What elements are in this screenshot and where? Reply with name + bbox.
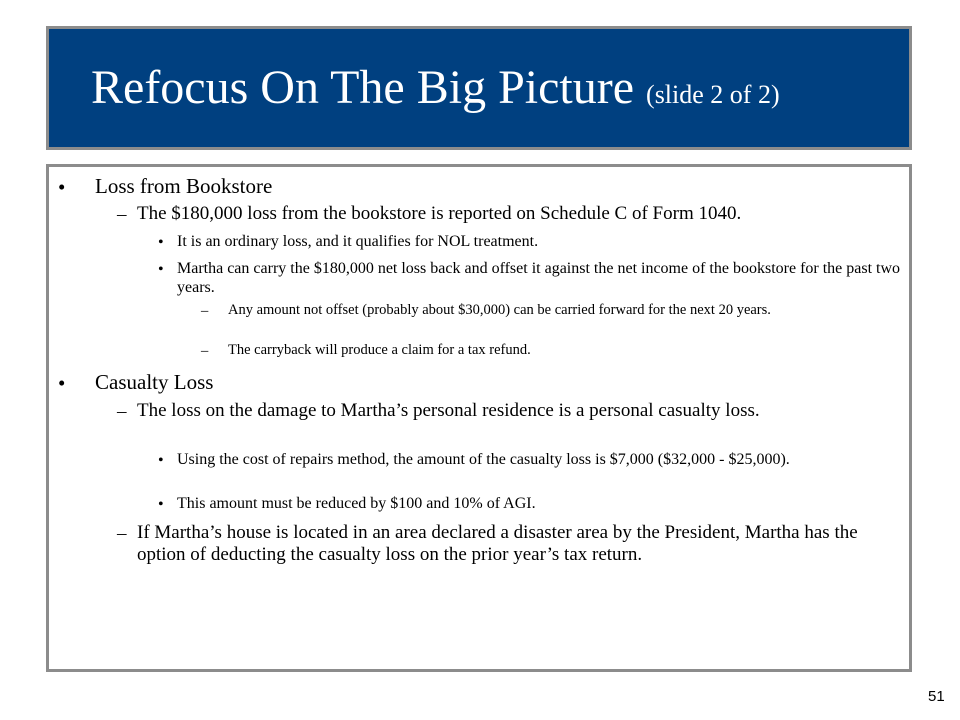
section-heading-casualty: Casualty Loss — [95, 370, 214, 394]
point-disaster-area: If Martha’s house is located in an area declared a disaster area by the President, Martha has the option of deducting the casualty loss on the prior year’s tax return. — [137, 522, 858, 565]
bullet-marker: • — [58, 175, 66, 199]
dash-marker: – — [117, 523, 127, 544]
slide-title-subtitle: (slide 2 of 2) — [646, 80, 780, 109]
dash-marker: – — [201, 343, 209, 359]
dash-marker: – — [117, 401, 127, 422]
page-number: 51 — [928, 688, 945, 705]
slide-title — [49, 61, 780, 114]
slide-title-main: Refocus On The Big Picture — [91, 61, 635, 114]
detail-carry-forward: Any amount not offset (probably about $30,000) can be carried forward for the next 20 years. — [228, 302, 771, 318]
point-personal-casualty: The loss on the damage to Martha’s personal residence is a personal casualty loss. — [137, 400, 760, 421]
subpoint-ordinary-loss: It is an ordinary loss, and it qualifies for NOL treatment. — [177, 233, 539, 250]
dash-marker: – — [201, 303, 209, 319]
detail-tax-refund: The carryback will produce a claim for a tax refund. — [228, 342, 531, 358]
subpoint-repairs-method: Using the cost of repairs method, the amount of the casualty loss is $7,000 ($32,000 - $25,000). — [177, 451, 790, 468]
bullet-marker: • — [158, 234, 164, 251]
title-banner — [46, 26, 912, 150]
bullet-marker: • — [158, 452, 164, 469]
subpoint-carryback: Martha can carry the $180,000 net loss back and offset it against the net income of the bookstore for the past two years. — [177, 260, 901, 296]
point-schedule-c: The $180,000 loss from the bookstore is reported on Schedule C of Form 1040. — [137, 203, 742, 224]
bullet-marker: • — [158, 496, 164, 513]
section-heading-bookstore: Loss from Bookstore — [95, 174, 273, 198]
bullet-marker: • — [58, 371, 66, 395]
bullet-marker: • — [158, 261, 164, 278]
subpoint-agi-reduction: This amount must be reduced by $100 and 10% of AGI. — [177, 495, 536, 512]
dash-marker: – — [117, 204, 127, 225]
